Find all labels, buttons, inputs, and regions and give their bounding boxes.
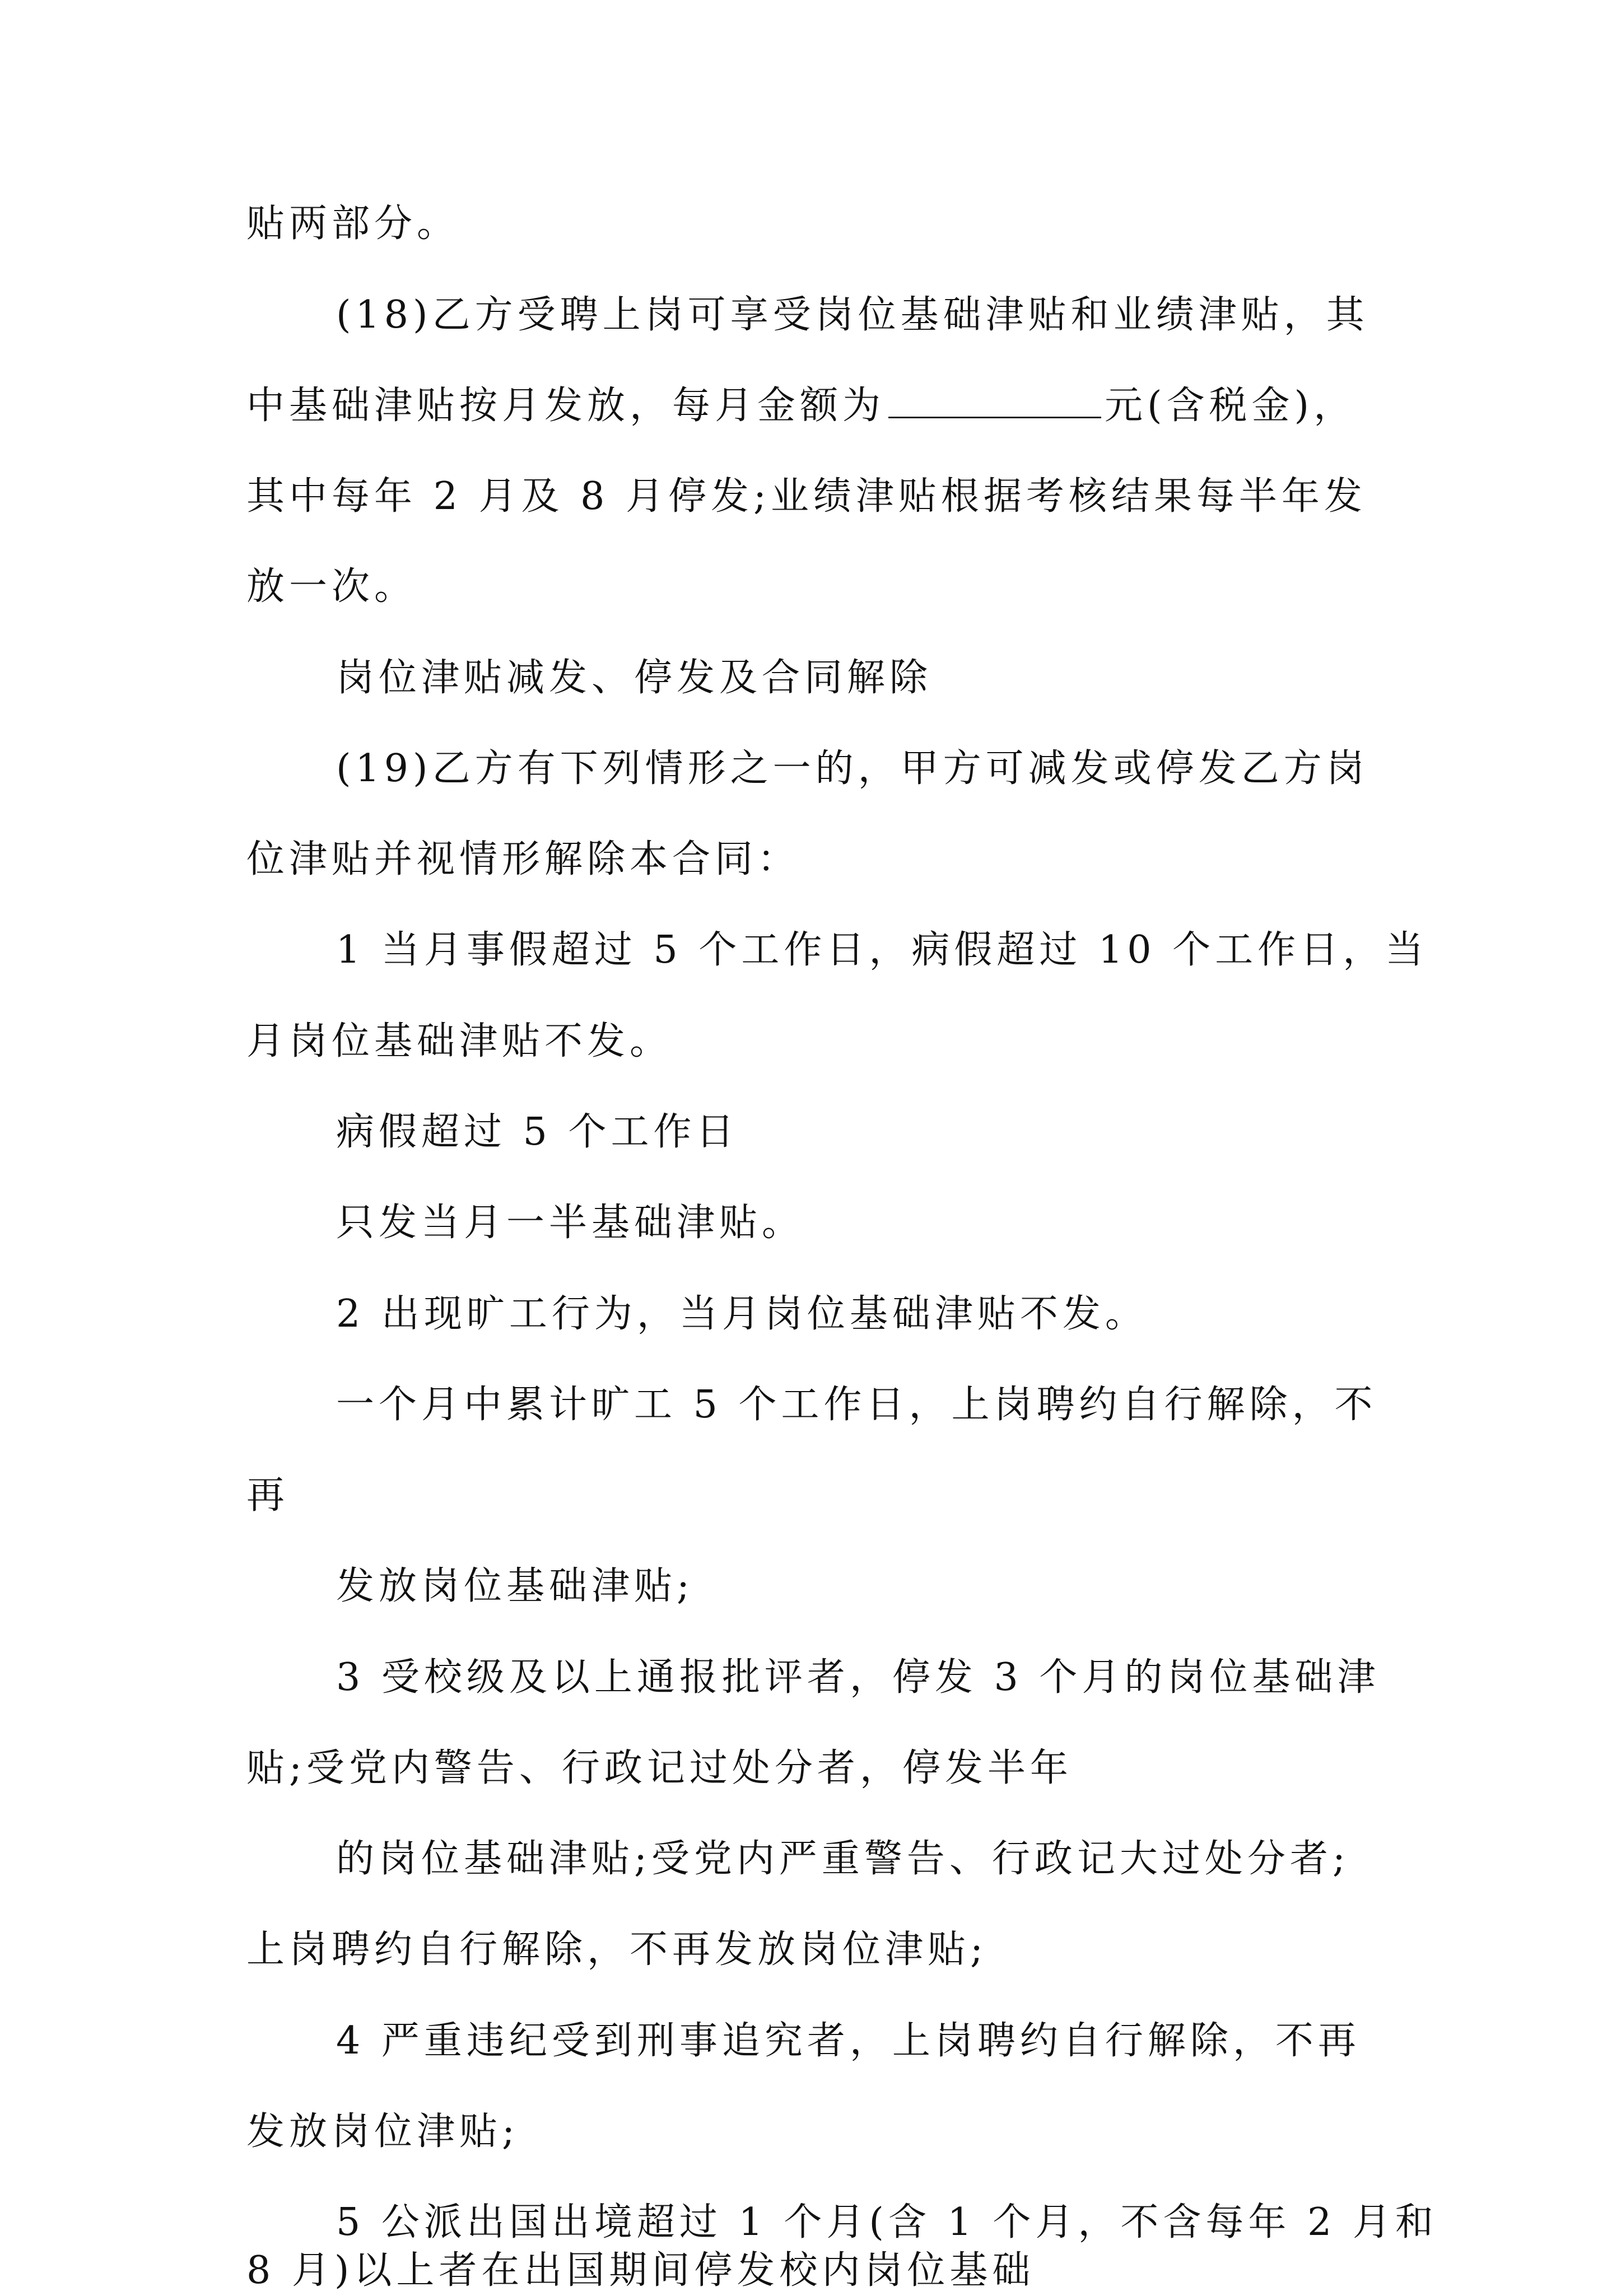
text-line-9: 1 当月事假超过 5 个工作日，病假超过 10 个工作日，当 [336, 928, 1428, 972]
text-line-17: 3 受校级及以上通报批评者，停发 3 个月的岗位基础津 [336, 1655, 1380, 1700]
text-line-2: (18)乙方受聘上岗可享受岗位基础津贴和业绩津贴，其 [336, 293, 1369, 337]
text-line-1: 贴两部分。 [246, 202, 460, 246]
text-line-10: 月岗位基础津贴不发。 [246, 1019, 673, 1063]
text-line-24: 8 月)以上者在出国期间停发校内岗位基础 [246, 2248, 1035, 2293]
amount-blank [888, 386, 1101, 418]
text-line-22: 发放岗位津贴; [246, 2110, 519, 2154]
section-heading: 岗位津贴减发、停发及合同解除 [336, 656, 933, 700]
text-line-20: 上岗聘约自行解除，不再发放岗位津贴; [246, 1928, 987, 1972]
text-line-5: 放一次。 [246, 564, 417, 609]
text-line-15: 再 [246, 1473, 290, 1518]
text-line-19: 的岗位基础津贴;受党内严重警告、行政记大过处分者; [336, 1837, 1350, 1881]
text-line-8: 位津贴并视情形解除本合同： [246, 837, 800, 881]
text-line-21: 4 严重违纪受到刑事追究者，上岗聘约自行解除，不再 [336, 2019, 1361, 2063]
text-line-7: (19)乙方有下列情形之一的，甲方可减发或停发乙方岗 [336, 746, 1369, 791]
text-line-16: 发放岗位基础津贴; [336, 1564, 694, 1608]
text-line-3-part-a: 中基础津贴按月发放，每月金额为 [246, 384, 886, 428]
text-line-4: 其中每年 2 月及 8 月停发;业绩津贴根据考核结果每半年发 [246, 474, 1367, 519]
text-line-12: 只发当月一半基础津贴。 [336, 1201, 805, 1245]
text-line-14: 一个月中累计旷工 5 个工作日，上岗聘约自行解除，不 [336, 1383, 1377, 1427]
text-line-3-part-b: 元(含税金)， [1105, 384, 1357, 428]
text-line-18: 贴;受党内警告、行政记过处分者，停发半年 [246, 1746, 1073, 1790]
text-line-3 [246, 381, 1356, 431]
text-line-13: 2 出现旷工行为，当月岗位基础津贴不发。 [336, 1292, 1148, 1336]
text-line-23: 5 公派出国出境超过 1 个月(含 1 个月，不含每年 2 月和 [336, 2200, 1438, 2244]
text-line-11: 病假超过 5 个工作日 [336, 1110, 739, 1154]
